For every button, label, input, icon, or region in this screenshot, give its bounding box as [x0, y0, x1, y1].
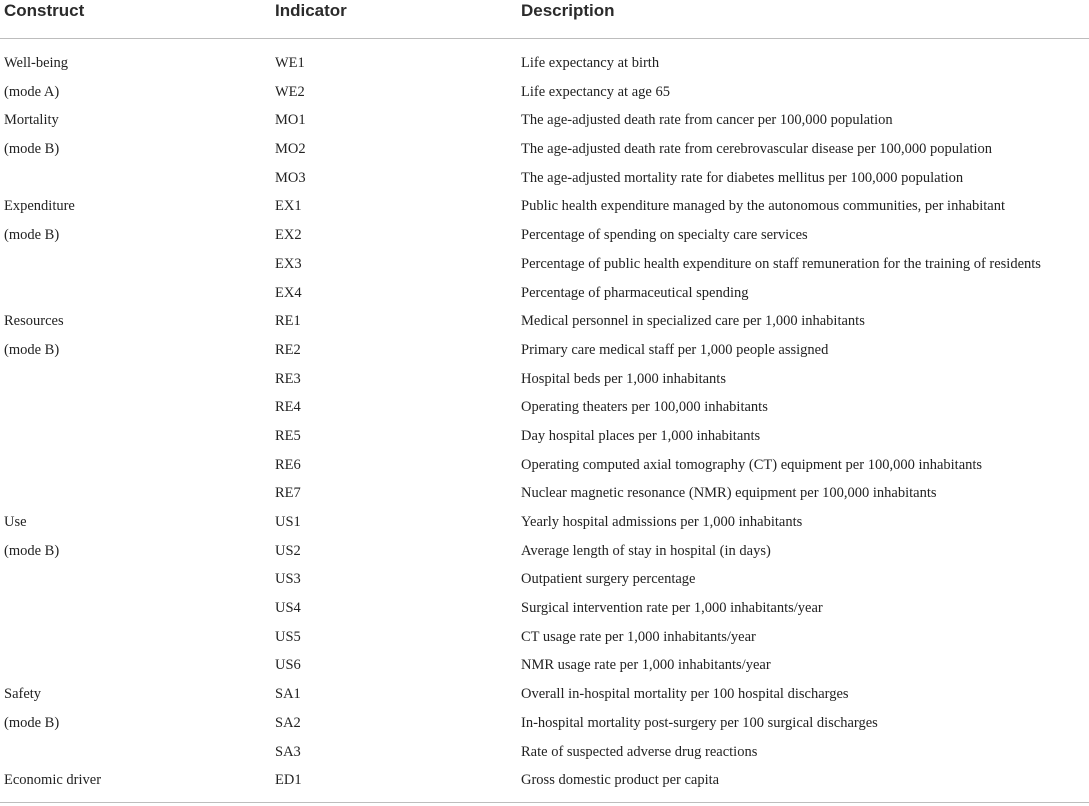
cell-indicator: WE2	[275, 83, 305, 100]
cell-description: Average length of stay in hospital (in days)	[521, 542, 771, 559]
cell-construct: Expenditure	[4, 198, 75, 215]
cell-description: Rate of suspected adverse drug reactions	[521, 743, 758, 760]
cell-indicator: EX4	[275, 284, 302, 301]
header-description: Description	[521, 1, 615, 20]
table-row	[0, 106, 1089, 135]
cell-description: Yearly hospital admissions per 1,000 inhabitants	[521, 514, 803, 530]
cell-construct: (mode B)	[4, 542, 60, 559]
cell-construct: Safety	[4, 686, 42, 703]
cell-indicator: US1	[275, 514, 301, 530]
cell-description: Overall in-hospital mortality per 100 hospital discharges	[521, 686, 849, 703]
cell-indicator: SA1	[275, 686, 301, 703]
cell-indicator: MO3	[275, 169, 306, 186]
table-row	[0, 451, 1089, 480]
cell-construct: Use	[4, 514, 27, 530]
cell-description: In-hospital mortality post-surgery per 100 surgical discharges	[521, 714, 878, 731]
cell-description: Public health expenditure managed by the autonomous communities, per inhabitant	[521, 198, 1006, 215]
cell-indicator: EX1	[275, 198, 302, 215]
table-row	[0, 651, 1089, 680]
table-bottom-rule	[0, 802, 1089, 803]
cell-construct: (mode A)	[4, 83, 60, 100]
cell-indicator: EX3	[275, 255, 302, 272]
cell-construct: Resources	[4, 313, 64, 330]
table-row	[0, 336, 1089, 365]
cell-description: NMR usage rate per 1,000 inhabitants/year	[521, 657, 771, 674]
cell-indicator: MO1	[275, 112, 306, 129]
cell-description: Percentage of pharmaceutical spending	[521, 284, 749, 301]
table-row	[0, 709, 1089, 738]
cell-description: Operating theaters per 100,000 inhabitants	[521, 399, 768, 416]
cell-indicator: US2	[275, 542, 301, 559]
cell-description: CT usage rate per 1,000 inhabitants/year	[521, 628, 756, 645]
cell-indicator: US3	[275, 571, 301, 588]
cell-description: Day hospital places per 1,000 inhabitants	[521, 427, 761, 444]
table-row	[0, 192, 1089, 221]
table-row	[0, 479, 1089, 508]
table-row	[0, 307, 1089, 336]
cell-indicator: US5	[275, 628, 301, 645]
table-row	[0, 164, 1089, 193]
table-row	[0, 508, 1089, 537]
cell-construct: Mortality	[4, 112, 59, 129]
cell-construct: (mode B)	[4, 341, 60, 358]
table-row	[0, 537, 1089, 566]
cell-indicator: RE6	[275, 456, 301, 473]
table-row	[0, 565, 1089, 594]
table-row	[0, 766, 1089, 795]
cell-indicator: RE4	[275, 399, 301, 416]
table-row	[0, 680, 1089, 709]
cell-description: The age-adjusted mortality rate for diabetes mellitus per 100,000 population	[521, 169, 964, 186]
table-header-row	[0, 0, 1089, 39]
table-row	[0, 623, 1089, 652]
cell-indicator: SA3	[275, 743, 301, 760]
table-row	[0, 594, 1089, 623]
cell-description: Percentage of spending on specialty care services	[521, 227, 808, 244]
cell-description: Medical personnel in specialized care per 1,000 inhabitants	[521, 313, 865, 330]
table-row	[0, 135, 1089, 164]
table-body	[0, 39, 1089, 795]
cell-indicator: ED1	[275, 772, 302, 789]
cell-construct: (mode B)	[4, 227, 60, 244]
cell-description: Nuclear magnetic resonance (NMR) equipment per 100,000 inhabitants	[521, 485, 937, 502]
cell-description: The age-adjusted death rate from cerebrovascular disease per 100,000 population	[521, 141, 993, 158]
cell-description: Primary care medical staff per 1,000 people assigned	[521, 341, 829, 358]
cell-indicator: RE7	[275, 485, 301, 502]
cell-construct: (mode B)	[4, 141, 60, 158]
table-row	[0, 393, 1089, 422]
cell-description: Operating computed axial tomography (CT) equipment per 100,000 inhabitants	[521, 456, 983, 473]
table-row	[0, 221, 1089, 250]
table-row	[0, 49, 1089, 78]
table-row	[0, 422, 1089, 451]
cell-description: Percentage of public health expenditure on staff remuneration for the training of residents	[521, 255, 1041, 272]
cell-indicator: WE1	[275, 55, 305, 71]
table-row	[0, 738, 1089, 767]
cell-indicator: US4	[275, 600, 301, 617]
cell-construct: Well-being	[4, 55, 69, 71]
cell-indicator: RE5	[275, 427, 301, 444]
table-row	[0, 365, 1089, 394]
cell-description: Life expectancy at age 65	[521, 83, 670, 100]
header-construct: Construct	[4, 1, 85, 20]
table-row	[0, 78, 1089, 107]
cell-description: The age-adjusted death rate from cancer per 100,000 population	[521, 112, 893, 129]
table-row	[0, 250, 1089, 279]
cell-description: Gross domestic product per capita	[521, 772, 720, 789]
cell-indicator: EX2	[275, 227, 302, 244]
cell-description: Life expectancy at birth	[521, 55, 660, 71]
cell-indicator: MO2	[275, 141, 306, 158]
table-row	[0, 279, 1089, 308]
cell-construct: Economic driver	[4, 772, 102, 789]
cell-indicator: US6	[275, 657, 301, 674]
cell-indicator: RE1	[275, 313, 301, 330]
cell-indicator: RE3	[275, 370, 301, 387]
header-indicator: Indicator	[275, 1, 347, 20]
cell-description: Hospital beds per 1,000 inhabitants	[521, 370, 726, 387]
cell-description: Outpatient surgery percentage	[521, 571, 696, 588]
cell-description: Surgical intervention rate per 1,000 inhabitants/year	[521, 600, 823, 617]
cell-indicator: SA2	[275, 714, 301, 731]
cell-indicator: RE2	[275, 341, 301, 358]
cell-construct: (mode B)	[4, 714, 60, 731]
